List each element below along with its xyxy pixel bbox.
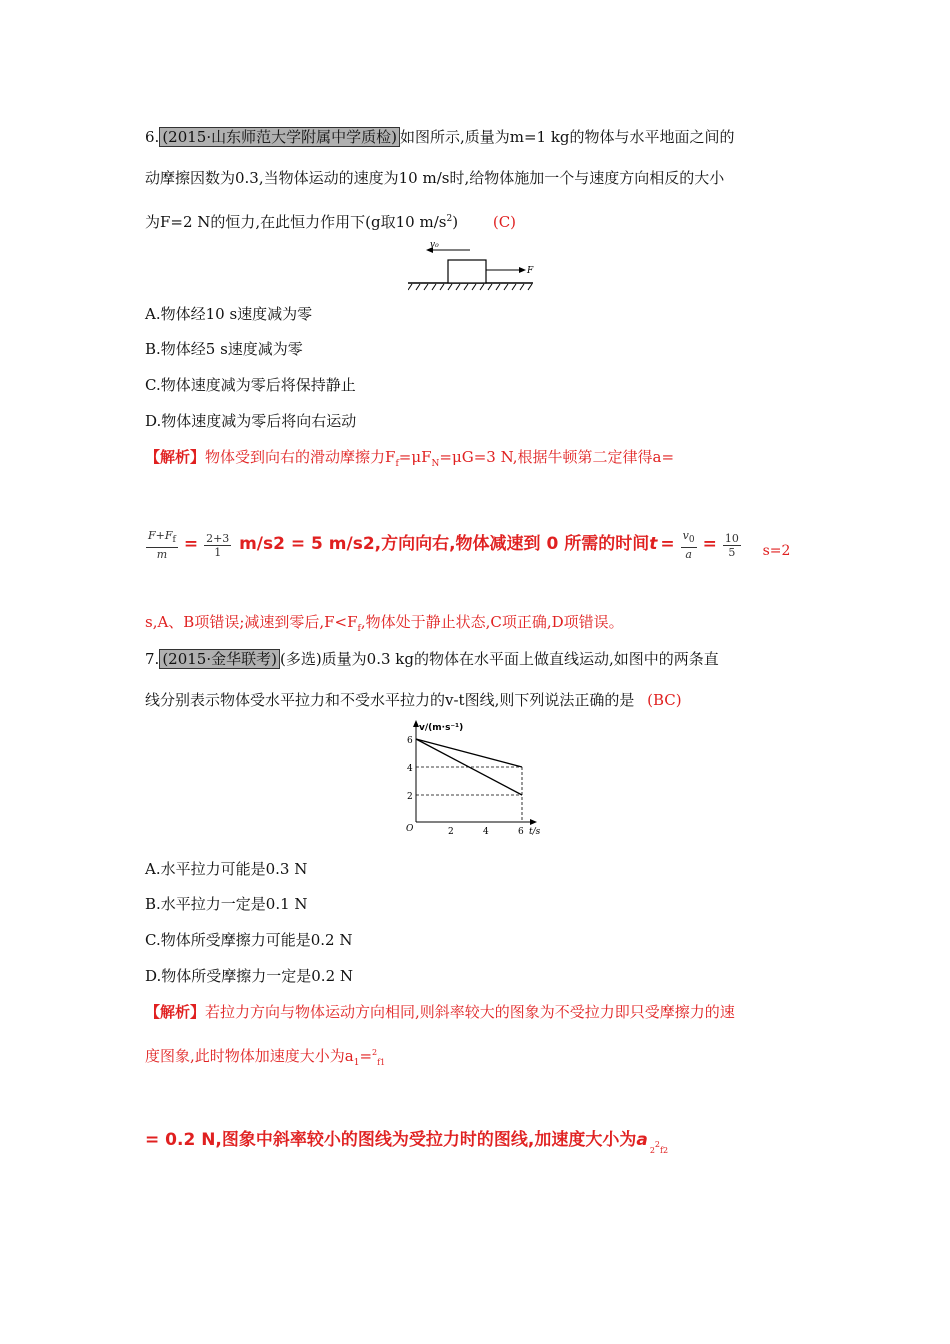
- y-tick-4: 4: [407, 764, 413, 774]
- q6-analysis1: [145, 447, 674, 474]
- q6-analysis2-a: s,A、B项错误;减速到零后,F<F: [145, 613, 358, 631]
- y-tick-2: 2: [407, 792, 413, 802]
- frac3-num-sub: 0: [688, 535, 695, 546]
- q6-line2: 动摩擦因数为0.3,当物体运动的速度为10 m/s时,给物体施加一个与速度方向相反的大小: [145, 169, 725, 187]
- q6-equation: [143, 527, 790, 562]
- x-tick-2: 2: [448, 827, 454, 837]
- q7-text1: (多选)质量为0.3 kg的物体在水平面上做直线运动,如图中的两条直: [279, 650, 719, 668]
- frac2-den: 1: [214, 545, 222, 559]
- origin-label: O: [406, 824, 414, 834]
- q6-line1: [145, 127, 735, 147]
- eq3: =: [702, 534, 717, 554]
- q7-bottom: [145, 1130, 668, 1153]
- q7-bottom-frag3: f2: [660, 1146, 669, 1155]
- q6-text1: 如图所示,质量为m=1 kg的物体与水平地面之间的: [399, 128, 735, 146]
- q6-eq-text: m/s2 = 5 m/s2,方向向右,物体减速到 0 所需的时间: [239, 534, 650, 554]
- q7-bottom-frag: 2: [649, 1146, 655, 1155]
- q6-analysis2-sub: f: [357, 624, 361, 634]
- q6-text3-end: ): [452, 213, 459, 231]
- q7-source: (2015·金华联考): [159, 649, 280, 669]
- frac-2-3-1: [204, 532, 231, 559]
- q7-frag-2: 2: [372, 1048, 378, 1057]
- q7-bottom-a: a: [636, 1130, 648, 1150]
- q7-analysis2-a: 度图象,此时物体加速度大小为a: [145, 1047, 354, 1065]
- q7-option-d: D.物体所受摩擦力一定是0.2 N: [145, 967, 354, 985]
- q7-option-b: B.水平拉力一定是0.1 N: [145, 895, 308, 913]
- frac1-den: m: [156, 548, 168, 562]
- q7-line1: [145, 649, 719, 669]
- q7-option-c: C.物体所受摩擦力可能是0.2 N: [145, 931, 353, 949]
- q7-option-a: A.水平拉力可能是0.3 N: [145, 860, 308, 878]
- frac-10-5: [723, 532, 741, 559]
- q6-analysis1-sub1: f: [395, 459, 399, 469]
- q6-analysis2-end: ,物体处于静止状态,C项正确,D项错误。: [360, 613, 624, 631]
- eq1: =: [183, 534, 199, 554]
- frac4-den: 5: [728, 545, 736, 559]
- q6-number: 6.: [145, 128, 160, 146]
- q6-option-a: A.物体经10 s速度减为零: [145, 305, 313, 323]
- frac-f-ff-m: [146, 529, 178, 561]
- q7-analysis-tag: 【解析】: [145, 1003, 206, 1021]
- q7-analysis2-sub: 1: [353, 1058, 360, 1068]
- q6-line3: [145, 209, 516, 232]
- x-axis-label: t/s: [529, 827, 541, 837]
- frac1-num-sub: f: [172, 535, 176, 546]
- frac1-num: F+F: [148, 528, 173, 542]
- q6-sup: 2: [446, 214, 453, 224]
- frac-v0-a: [681, 529, 697, 561]
- q6-analysis1-a: 物体受到向右的滑动摩擦力F: [205, 448, 396, 466]
- q7-analysis1: [145, 1002, 735, 1022]
- q7-bottom-text: = 0.2 N,图象中斜率较小的图线为受拉力时的图线,加速度大小为: [145, 1130, 637, 1150]
- q6-analysis-tag: 【解析】: [145, 448, 206, 466]
- q6-text3: 为F=2 N的恒力,在此恒力作用下(g取10 m/s: [145, 213, 447, 231]
- eq2: =: [660, 534, 675, 554]
- q7-text2: 线分别表示物体受水平拉力和不受水平拉力的v-t图线,则下列说法正确的是: [145, 691, 635, 709]
- line-with-force: [416, 739, 522, 767]
- q6-figure: [408, 240, 543, 292]
- q6-eq-t: t: [649, 534, 658, 554]
- f-label: F: [527, 266, 534, 276]
- y-axis-label: v/(m·s⁻¹): [419, 723, 464, 733]
- q6-analysis1-b: =μF: [398, 448, 432, 466]
- frac3-den: a: [685, 548, 692, 562]
- q7-number: 7.: [145, 650, 160, 668]
- x-tick-4: 4: [483, 827, 489, 837]
- q6-analysis1-c: =μG=3 N,根据牛顿第二定律得a=: [439, 448, 675, 466]
- q7-analysis2-end: =: [359, 1047, 373, 1065]
- q7-analysis1-text: 若拉力方向与物体运动方向相同,则斜率较大的图象为不受拉力即只受摩擦力的速: [205, 1003, 735, 1021]
- q6-analysis1-sub2: N: [431, 459, 440, 469]
- q7-line2: [145, 690, 682, 710]
- q6-option-b: B.物体经5 s速度减为零: [145, 340, 303, 358]
- q7-bottom-frag2: 2: [654, 1140, 661, 1149]
- y-tick-6: 6: [407, 736, 413, 746]
- q6-option-d: D.物体速度减为零后将向右运动: [145, 412, 357, 430]
- frac4-num: 10: [724, 531, 739, 545]
- q7-answer: (BC): [647, 691, 682, 709]
- q6-option-c: C.物体速度减为零后将保持静止: [145, 376, 356, 394]
- q6-source: (2015·山东师范大学附属中学质检): [159, 127, 400, 147]
- x-tick-6: 6: [518, 827, 524, 837]
- q7-analysis2: [145, 1043, 385, 1073]
- q6-eq-tail: s=2: [762, 543, 791, 559]
- block: [448, 260, 486, 283]
- q7-frag-f1: f1: [377, 1058, 386, 1067]
- frac3-num: v: [682, 528, 689, 542]
- q7-vt-graph: [398, 718, 548, 840]
- v-label: v₀: [430, 240, 439, 250]
- frac2-num: 2+3: [206, 531, 230, 545]
- q6-analysis2: [145, 612, 624, 639]
- q6-answer: (C): [492, 213, 517, 231]
